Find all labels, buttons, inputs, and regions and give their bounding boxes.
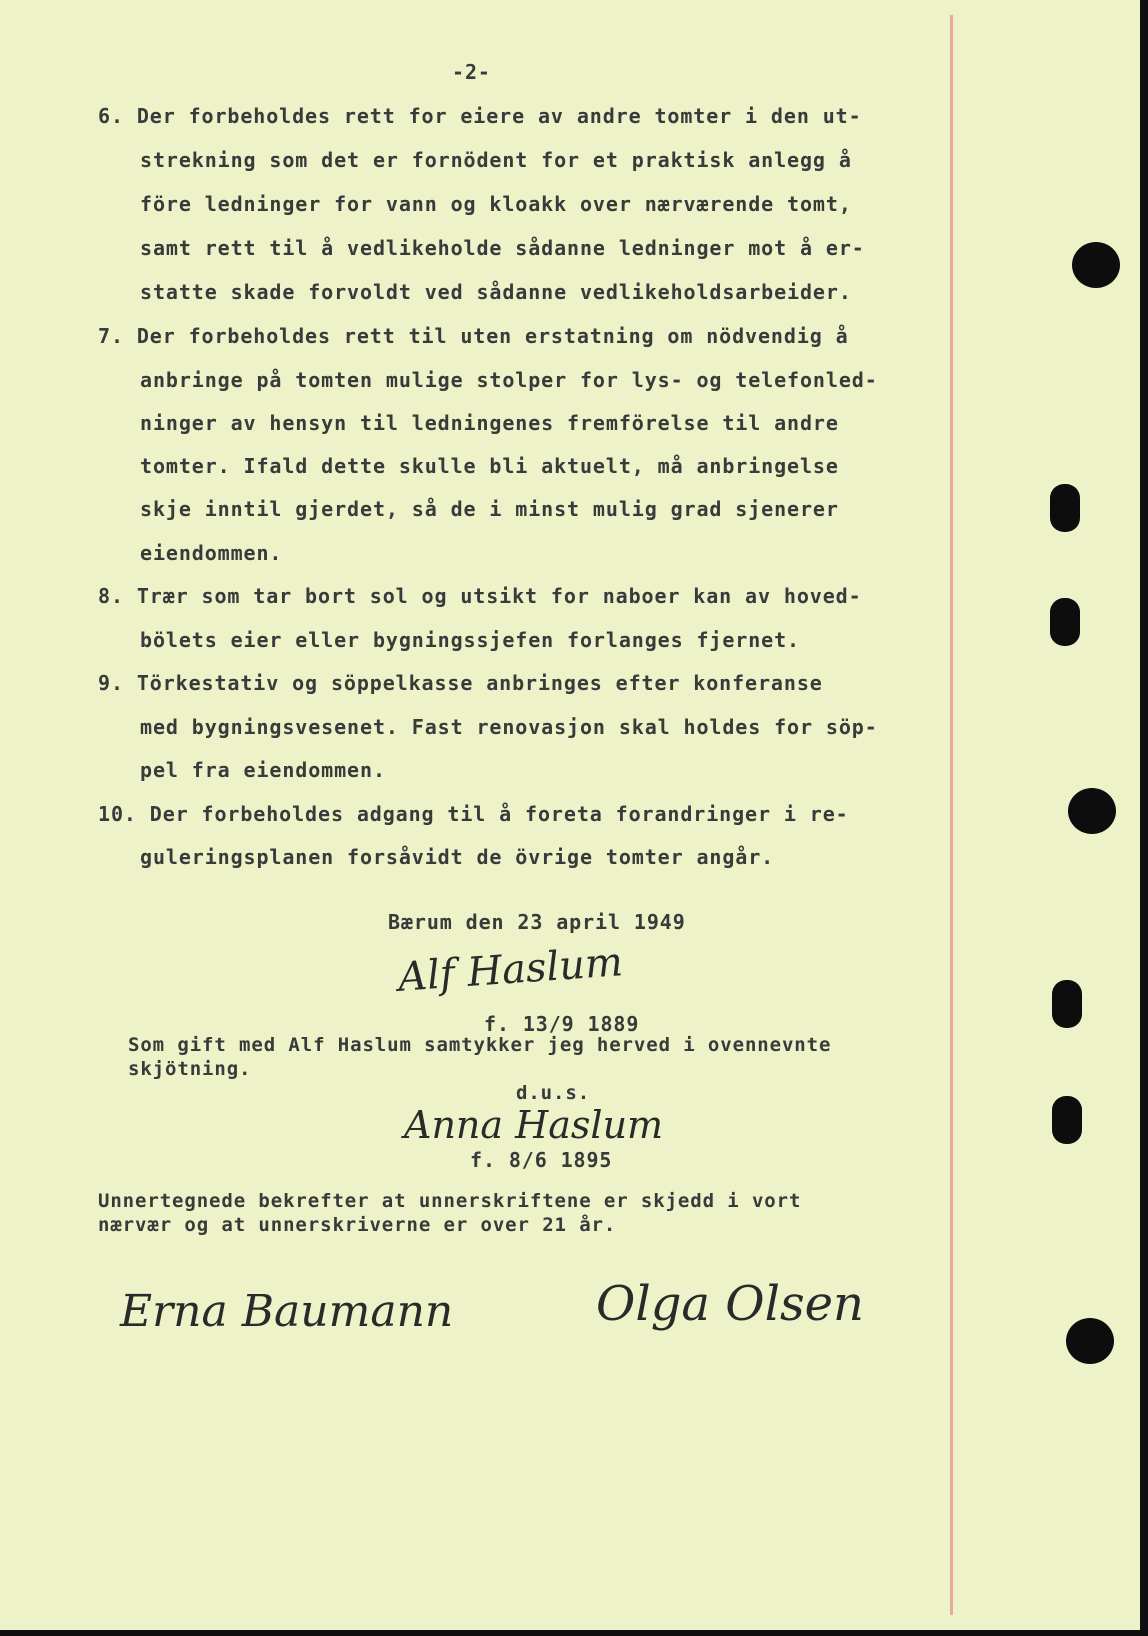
- text-line: eiendommen.: [140, 541, 283, 565]
- dus-label: d.u.s.: [516, 1082, 591, 1104]
- birth-date-2: f. 8/6 1895: [470, 1148, 613, 1172]
- binder-hole-icon: [1050, 484, 1080, 532]
- binder-hole-icon: [1066, 1318, 1114, 1364]
- text-line: strekning som det er fornödent for et praktisk anlegg å: [140, 148, 852, 172]
- binder-hole-icon: [1068, 788, 1116, 834]
- text-line: statte skade forvoldt ved sådanne vedlikeholdsarbeider.: [140, 280, 852, 304]
- signature-alf-haslum: Alf Haslum: [396, 939, 625, 1001]
- binder-hole-icon: [1052, 1096, 1082, 1144]
- text-line: 8. Trær som tar bort sol og utsikt for naboer kan av hoved-: [98, 584, 862, 608]
- binder-hole-icon: [1052, 980, 1082, 1028]
- signature-anna-haslum: Anna Haslum: [404, 1103, 664, 1147]
- signature-olga-olsen: Olga Olsen: [596, 1276, 864, 1332]
- signature-erna-baumann: Erna Baumann: [120, 1286, 454, 1337]
- consent-line: skjötning.: [128, 1058, 252, 1080]
- witness-text-line: nærvær og at unnerskriverne er over 21 år.: [98, 1214, 617, 1236]
- binder-hole-icon: [1050, 598, 1080, 646]
- text-line: bölets eier eller bygningssjefen forlanges fjernet.: [140, 628, 800, 652]
- text-line: anbringe på tomten mulige stolper for lys- og telefonled-: [140, 368, 878, 392]
- text-line: 7. Der forbeholdes rett til uten erstatning om nödvendig å: [98, 324, 849, 348]
- text-line: med bygningsvesenet. Fast renovasjon skal holdes for söp-: [140, 715, 878, 739]
- text-line: 10. Der forbeholdes adgang til å foreta forandringer i re-: [98, 802, 849, 826]
- text-line: tomter. Ifald dette skulle bli aktuelt, må anbringelse: [140, 454, 839, 478]
- margin-line: [950, 15, 953, 1615]
- text-line: före ledninger for vann og kloakk over nærværende tomt,: [140, 192, 852, 216]
- text-line: ninger av hensyn til ledningenes fremförelse til andre: [140, 411, 839, 435]
- text-line: pel fra eiendommen.: [140, 758, 386, 782]
- page-number: -2-: [452, 60, 491, 84]
- witness-text-line: Unnertegnede bekrefter at unnerskriftene er skjedd i vort: [98, 1190, 802, 1212]
- text-line: 6. Der forbeholdes rett for eiere av andre tomter i den ut-: [98, 104, 862, 128]
- text-line: skje inntil gjerdet, så de i minst mulig grad sjenerer: [140, 497, 839, 521]
- birth-date-1: f. 13/9 1889: [484, 1012, 640, 1036]
- consent-line: Som gift med Alf Haslum samtykker jeg herved i ovennevnte: [128, 1034, 832, 1056]
- text-line: 9. Törkestativ og söppelkasse anbringes efter konferanse: [98, 671, 823, 695]
- place-date: Bærum den 23 april 1949: [388, 910, 686, 934]
- text-line: samt rett til å vedlikeholde sådanne ledninger mot å er-: [140, 236, 865, 260]
- text-line: guleringsplanen forsåvidt de övrige tomter angår.: [140, 845, 775, 869]
- binder-hole-icon: [1072, 242, 1120, 288]
